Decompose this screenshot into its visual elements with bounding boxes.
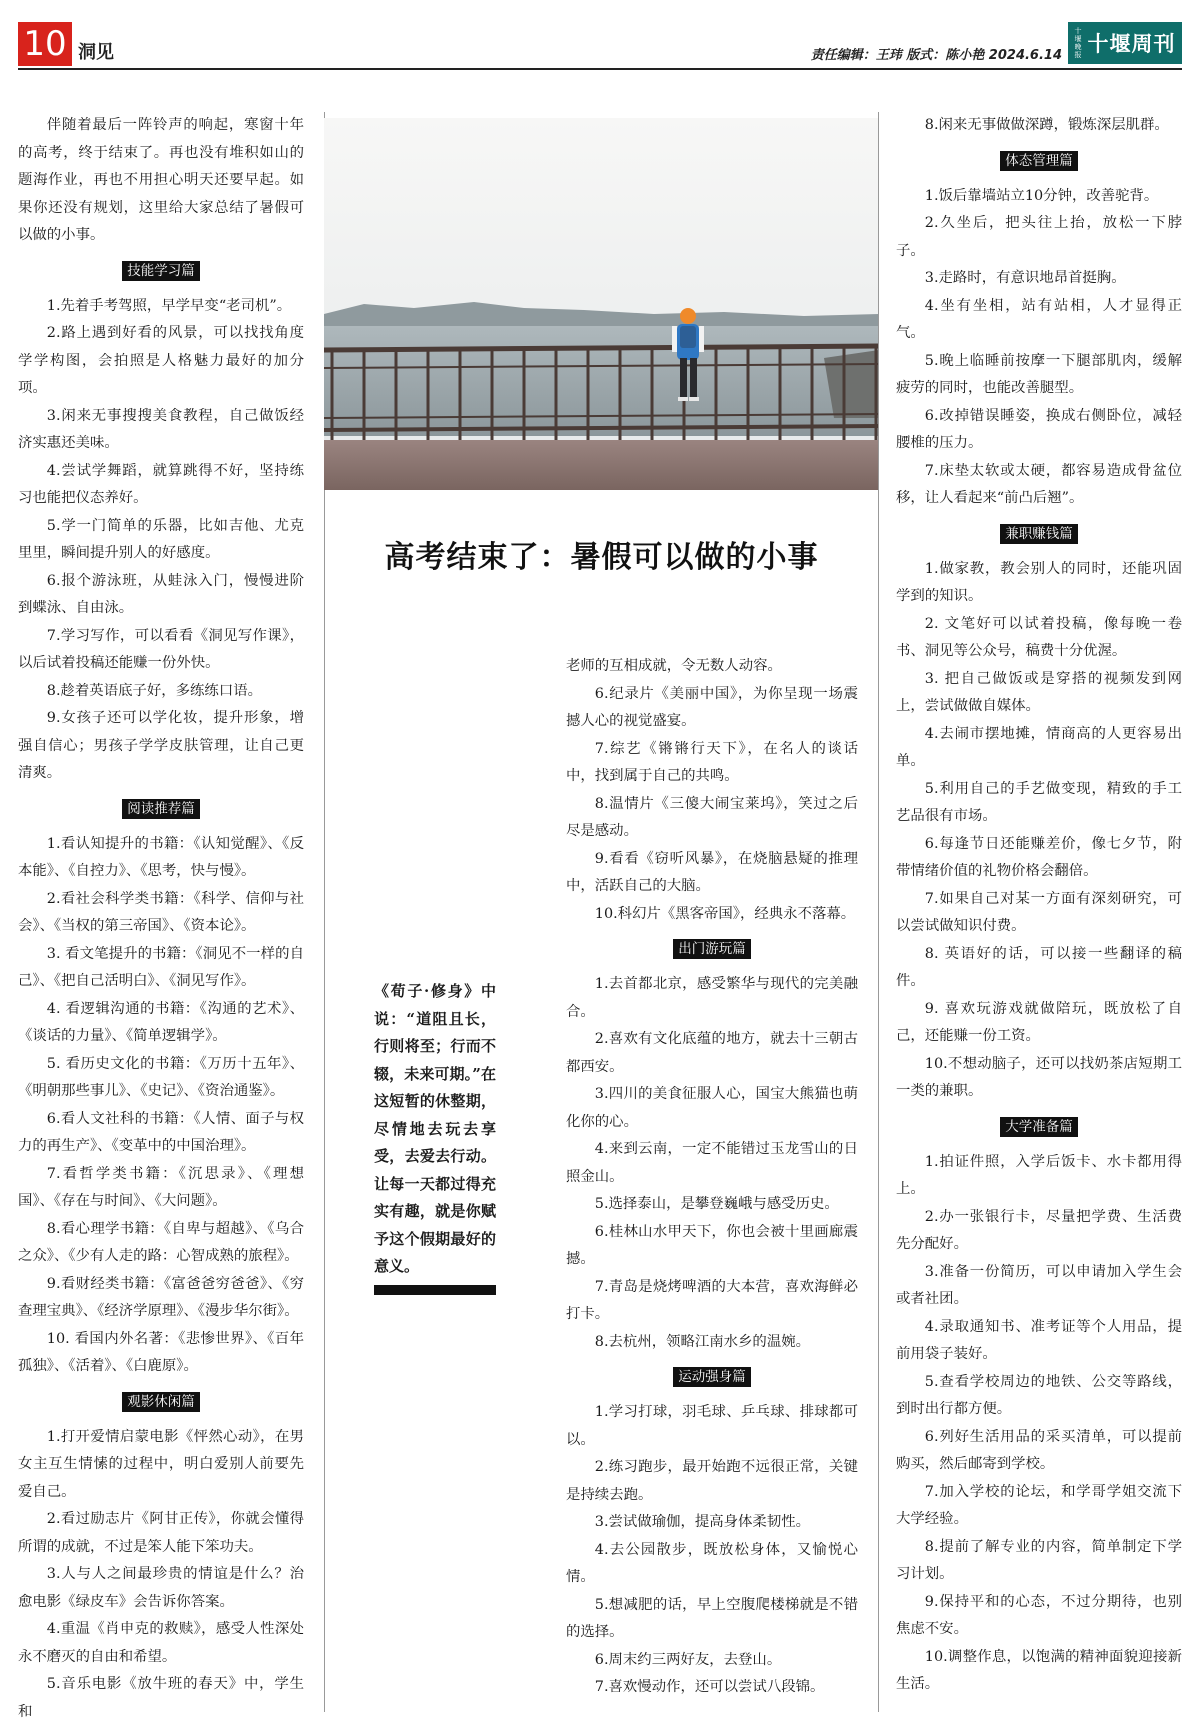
- section-heading-college: 大学准备篇: [896, 1117, 1182, 1137]
- column-divider-right: [878, 112, 879, 1712]
- list-item: 老师的互相成就，令无数人动容。: [566, 658, 782, 674]
- hero-photo: [324, 118, 879, 490]
- list-item: 7.学习写作，可以看看《洞见写作课》，以后试着投稿还能赚一份外快。: [18, 627, 304, 671]
- list-item: 7.加入学校的论坛，和学哥学姐交流下大学经验。: [896, 1483, 1182, 1527]
- list-item: 5.查看学校周边的地铁、公交等路线，到时出行都方便。: [896, 1373, 1182, 1417]
- column-middle: [566, 653, 858, 1702]
- list-item: 1.做家教，教会别人的同时，还能巩固学到的知识。: [896, 560, 1182, 604]
- list-item: 10.科幻片《黑客帝国》，经典永不落幕。: [594, 905, 856, 922]
- list-item: 10. 看国内外名著：《悲惨世界》、《百年孤独》、《活着》、《白鹿原》。: [18, 1330, 304, 1374]
- list-item: 1.学习打球，羽毛球、乒乓球、排球都可以。: [566, 1404, 858, 1448]
- section-name: 洞见: [78, 42, 114, 63]
- list-item: 1.看认知提升的书籍：《认知觉醒》、《反本能》、《自控力》、《思考，快与慢》。: [18, 835, 304, 879]
- column-left: [18, 112, 304, 1724]
- list-item: 4.尝试学舞蹈，就算跳得不好，坚持练习也能把仪态养好。: [18, 462, 304, 506]
- list-item: 4.来到云南，一定不能错过玉龙雪山的日照金山。: [566, 1141, 858, 1185]
- list-item: 6.周末约三两好友，去登山。: [594, 1651, 782, 1668]
- list-item: 8. 英语好的话，可以接一些翻译的稿件。: [896, 945, 1182, 989]
- list-item: 1.打开爱情启蒙电影《怦然心动》，在男女主互生情愫的过程中，明白爱别人前要先爱自己。: [18, 1428, 304, 1500]
- list-item: 2.看社会科学类书籍：《科学、信仰与社会》、《当权的第三帝国》、《资本论》。: [18, 890, 304, 934]
- editor-info: 责任编辑：王玮 版式：陈小艳 2024.6.14: [810, 48, 1062, 63]
- list-item: 6.每逢节日还能赚差价，像七夕节，附带情绪价值的礼物价格会翻倍。: [896, 835, 1182, 879]
- seaside-railing-image: [324, 118, 879, 490]
- list-item: 3.走路时，有意识地昂首挺胸。: [924, 270, 1126, 286]
- list-item: 6.报个游泳班，从蛙泳入门，慢慢进阶到蝶泳、自由泳。: [18, 572, 304, 616]
- intro-paragraph: 伴随着最后一阵铃声的响起，寒窗十年的高考，终于结束了。再也没有堆积如山的题海作业，再也不用担心明天还要早起。如果你还没有规划，这里给大家总结了暑假可以做的小事。: [18, 117, 304, 243]
- list-item: 3.尝试做瑜伽，提高身体柔韧性。: [594, 1514, 810, 1530]
- list-item: 2.办一张银行卡，尽量把学费、生活费先分配好。: [896, 1208, 1182, 1252]
- header-rule: [18, 68, 1182, 70]
- list-item: 8.看心理学书籍：《自卑与超越》、《乌合之众》、《少有人走的路：心智成熟的旅程》。: [18, 1220, 304, 1264]
- list-item: 4.去闹市摆地摊，情商高的人更容易出单。: [896, 725, 1182, 769]
- list-item: 3.人与人之间最珍贵的情谊是什么？治愈电影《绿皮车》会告诉你答案。: [18, 1566, 304, 1610]
- list-item: 10.不想动脑子，还可以找奶茶店短期工一类的兼职。: [896, 1055, 1182, 1099]
- list-posture: [896, 183, 1182, 513]
- logo-text: 十堰周刊: [1087, 32, 1176, 56]
- list-item: 2.路上遇到好看的风景，可以找找角度学学构图，会拍照是人格魅力最好的加分项。: [18, 325, 304, 396]
- article-title: 高考结束了：暑假可以做的小事: [384, 540, 819, 575]
- column-right: [896, 112, 1182, 1699]
- section-heading-skills: 技能学习篇: [18, 261, 304, 281]
- list-item: 9.看看《窃听风暴》，在烧脑悬疑的推理中，活跃自己的大脑。: [566, 850, 858, 894]
- list-movies: [18, 1424, 304, 1724]
- list-item: 3.闲来无事搜搜美食教程，自己做饭经济实惠还美味。: [18, 407, 304, 451]
- list-item: 9.保持平和的心态，不过分期待，也别焦虑不安。: [896, 1593, 1182, 1637]
- list-item: 3. 看文笔提升的书籍：《洞见不一样的自己》、《把自己活明白》、《洞见写作》。: [18, 945, 304, 989]
- list-item: 2. 文笔好可以试着投稿，像每晚一卷书、洞见等公众号，稿费十分优渥。: [896, 615, 1182, 659]
- list-item: 4.去公园散步，既放松身体，又愉悦心情。: [566, 1541, 858, 1585]
- list-item: 3.四川的美食征服人心，国宝大熊猫也萌化你的心。: [566, 1086, 858, 1130]
- list-item: 1.先着手考驾照，早学早变“老司机”。: [46, 297, 292, 314]
- list-reading: [18, 831, 304, 1381]
- list-item: 3. 把自己做饭或是穿搭的视频发到网上，尝试做做自媒体。: [896, 670, 1182, 714]
- list-item: 2.喜欢有文化底蕴的地方，就去十三朝古都西安。: [566, 1031, 858, 1075]
- list-item: 9. 喜欢玩游戏就做陪玩，既放松了自己，还能赚一份工资。: [896, 1000, 1182, 1044]
- list-item: 8.闲来无事做做深蹲，锻炼深层肌群。: [924, 117, 1169, 133]
- list-item: 5.选择泰山，是攀登巍峨与感受历史。: [594, 1196, 839, 1212]
- section-heading-reading: 阅读推荐篇: [18, 799, 304, 819]
- list-skills: [18, 293, 304, 788]
- list-item: 5.利用自己的手艺做变现，精致的手工艺品很有市场。: [896, 780, 1182, 824]
- list-item: 8.温情片《三傻大闹宝莱坞》，笑过之后尽是感动。: [566, 795, 858, 839]
- list-movies-continued: [566, 653, 858, 928]
- pull-quote-bar: [374, 1285, 496, 1295]
- list-item: 8.趁着英语底子好，多练练口语。: [46, 682, 262, 699]
- section-heading-sports: 运动强身篇: [566, 1367, 858, 1387]
- list-item: 6.看人文社科的书籍：《人情、面子与权力的再生产》、《变革中的中国治理》。: [18, 1110, 304, 1154]
- list-item: 6.桂林山水甲天下，你也会被十里画廊震撼。: [566, 1223, 858, 1267]
- list-item: 3.准备一份简历，可以申请加入学生会或者社团。: [896, 1263, 1182, 1307]
- list-item: 4.重温《肖申克的救赎》，感受人性深处永不磨灭的自由和希望。: [18, 1621, 304, 1665]
- list-item: 7.喜欢慢动作，还可以尝试八段锦。: [594, 1679, 825, 1695]
- list-item: 2.练习跑步，最开始跑不远很正常，关键是持续去跑。: [566, 1459, 858, 1503]
- list-item: 9.看财经类书籍：《富爸爸穷爸爸》、《穷查理宝典》、《经济学原理》、《漫步华尔街》。: [18, 1275, 304, 1319]
- list-item: 7.床垫太软或太硬，都容易造成骨盆位移，让人看起来“前凸后翘”。: [896, 462, 1182, 506]
- list-item: 4.录取通知书、准考证等个人用品，提前用袋子装好。: [896, 1318, 1182, 1362]
- list-item: 8.去杭州，领略江南水乡的温婉。: [594, 1333, 810, 1350]
- list-item: 1.拍证件照，入学后饭卡、水卡都用得上。: [896, 1153, 1182, 1197]
- list-item: 6.列好生活用品的采买清单，可以提前购买，然后邮寄到学校。: [896, 1428, 1182, 1472]
- list-item: 2.看过励志片《阿甘正传》，你就会懂得所谓的成就，不过是笨人能下笨功夫。: [18, 1511, 304, 1555]
- list-travel: [566, 971, 858, 1356]
- list-item: 7.青岛是烧烤啤酒的大本营，喜欢海鲜必打卡。: [566, 1278, 858, 1322]
- list-item: 1.饭后靠墙站立10分钟，改善驼背。: [924, 187, 1159, 204]
- list-sports: [566, 1399, 858, 1702]
- list-item: 7.看哲学类书籍：《沉思录》、《理想国》、《存在与时间》、《大问题》。: [18, 1165, 304, 1209]
- list-college: [896, 1149, 1182, 1699]
- newspaper-logo: [1068, 22, 1182, 64]
- list-item: 1.去首都北京，感受繁华与现代的完美融合。: [566, 976, 858, 1020]
- list-item: 5.晚上临睡前按摩一下腿部肌肉，缓解疲劳的同时，也能改善腿型。: [896, 352, 1182, 396]
- list-item: 7.综艺《锵锵行天下》，在名人的谈话中，找到属于自己的共鸣。: [566, 740, 858, 784]
- list-item: 5. 看历史文化的书籍：《万历十五年》、《明朝那些事儿》、《史记》、《资治通鉴》。: [18, 1055, 304, 1099]
- list-item: 8.提前了解专业的内容，简单制定下学习计划。: [896, 1538, 1182, 1582]
- logo-small-text: 十堰晚报: [1074, 27, 1083, 59]
- section-heading-parttime: 兼职赚钱篇: [896, 524, 1182, 544]
- list-item: 5.学一门简单的乐器，比如吉他、尤克里里，瞬间提升别人的好感度。: [18, 517, 304, 561]
- section-heading-travel: 出门游玩篇: [566, 939, 858, 959]
- list-parttime: [896, 556, 1182, 1106]
- list-item: 6.纪录片《美丽中国》，为你呈现一场震撼人心的视觉盛宴。: [566, 685, 858, 729]
- list-item: 10.调整作息，以饱满的精神面貌迎接新生活。: [896, 1648, 1182, 1692]
- list-item: 5.想减肥的话，早上空腹爬楼梯就是不错的选择。: [566, 1596, 858, 1640]
- list-item: 7.如果自己对某一方面有深刻研究，可以尝试做知识付费。: [896, 890, 1182, 934]
- section-heading-movies: 观影休闲篇: [18, 1392, 304, 1412]
- pull-quote: 《荀子·修身》中说：“道阻且长，行则将至；行而不辍，未来可期。”在这短暂的休整期，尽情地去玩去享受，去爱去行动。让每一天都过得充实有趣，就是你赋予这个假期最好的意义。: [374, 982, 496, 1275]
- list-item: 2.久坐后，把头往上抬，放松一下脖子。: [896, 215, 1182, 259]
- page-number: 10: [18, 22, 72, 66]
- list-item: 5.音乐电影《放牛班的春天》中，学生和: [18, 1676, 304, 1720]
- list-item: 6.改掉错误睡姿，换成右侧卧位，减轻腰椎的压力。: [896, 407, 1182, 451]
- section-heading-posture: 体态管理篇: [896, 151, 1182, 171]
- list-item: 9.女孩子还可以学化妆，提升形象，增强自信心；男孩子学学皮肤管理，让自己更清爽。: [18, 710, 304, 781]
- list-item: 4.坐有坐相，站有站相，人才显得正气。: [896, 297, 1182, 341]
- list-item: 4. 看逻辑沟通的书籍：《沟通的艺术》、《谈话的力量》、《简单逻辑学》。: [18, 1000, 304, 1044]
- list-sports-continued: [896, 112, 1182, 140]
